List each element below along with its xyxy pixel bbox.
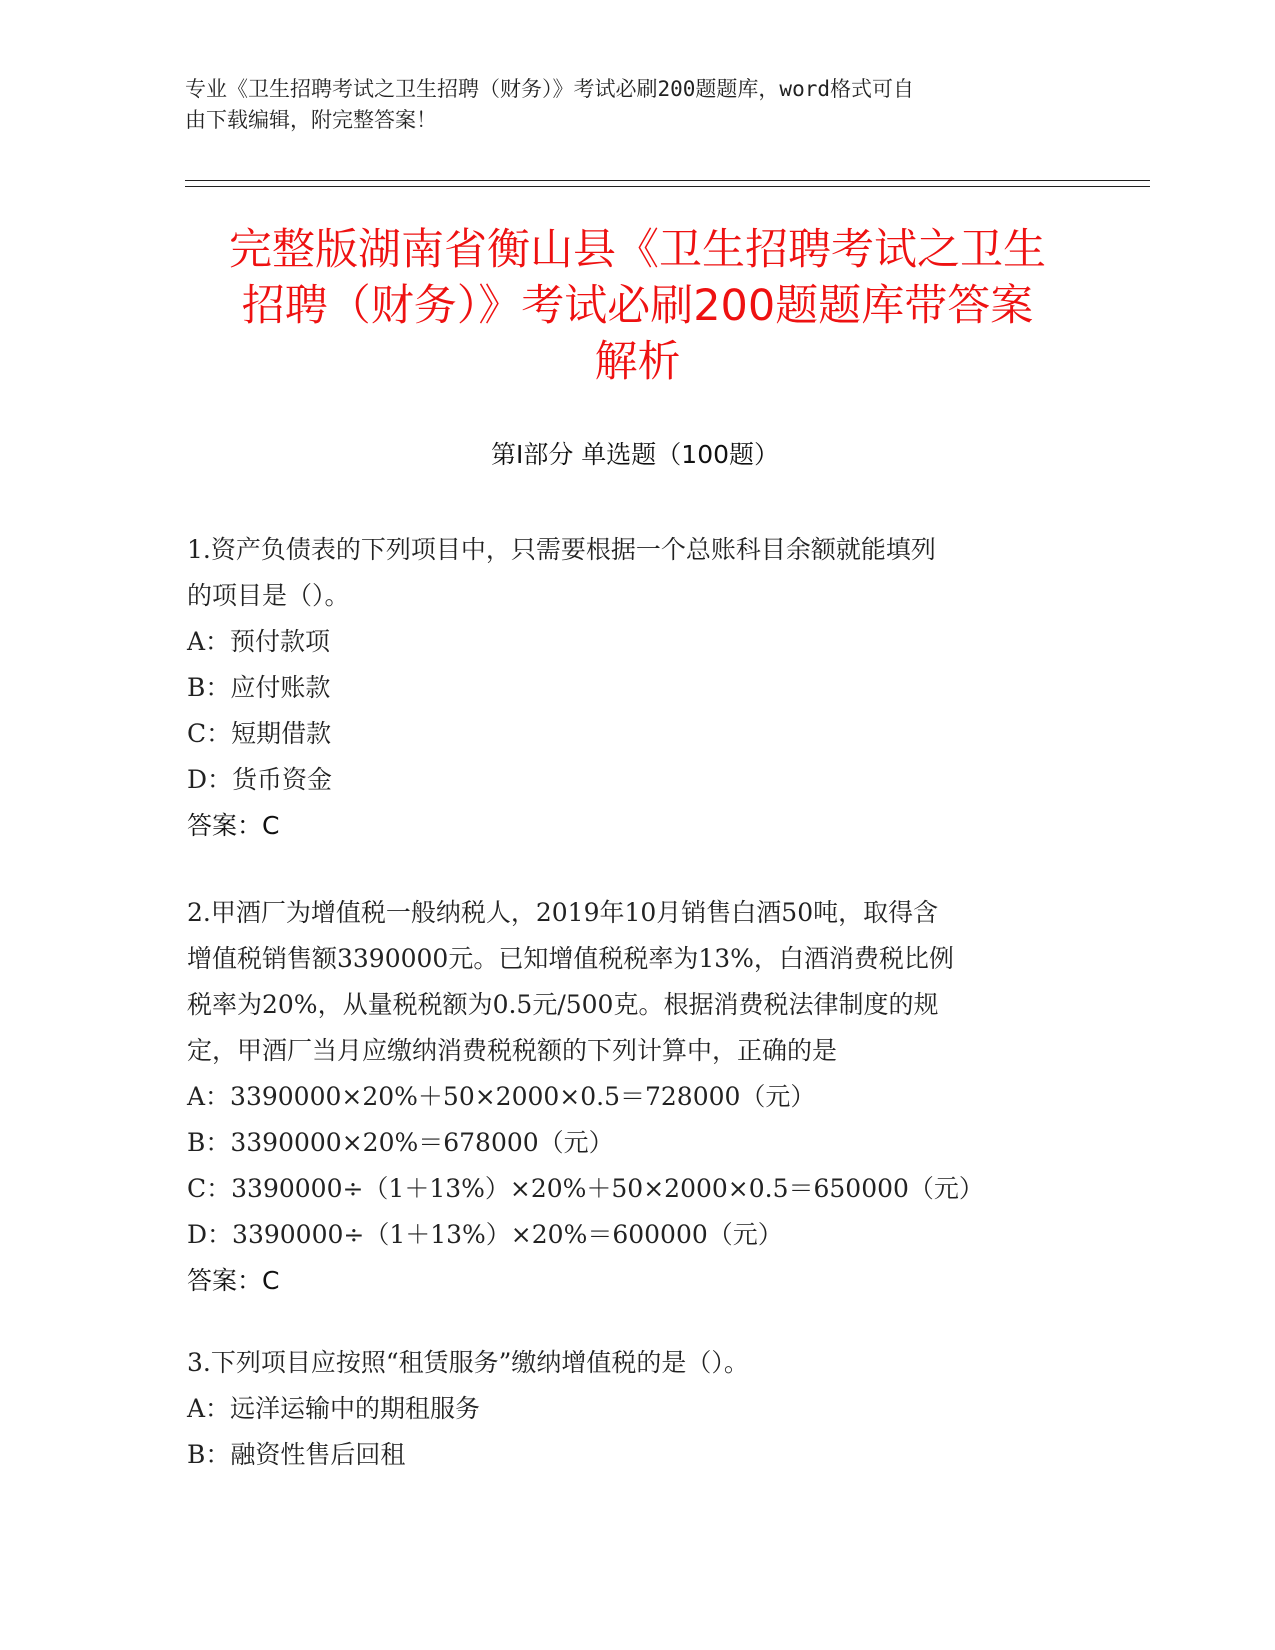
option-a: A：3390000×20%＋50×2000×0.5＝728000（元） bbox=[187, 1082, 816, 1111]
option-c: C：短期借款 bbox=[187, 719, 332, 748]
answer: 答案：C bbox=[187, 1266, 280, 1295]
section-title: 第Ⅰ部分 单选题（100题） bbox=[490, 440, 780, 469]
question-stem-line: 的项目是（）。 bbox=[187, 581, 350, 610]
document-title bbox=[190, 222, 1085, 390]
option-d: D：货币资金 bbox=[187, 765, 333, 794]
header-divider-top bbox=[185, 180, 1150, 181]
question-stem-line: 增值税销售额3390000元。已知增值税税率为13%，白酒消费税比例 bbox=[187, 944, 954, 973]
option-a: A：预付款项 bbox=[187, 627, 331, 656]
answer: 答案：C bbox=[187, 811, 280, 840]
header-note-line-1: 专业《卫生招聘考试之卫生招聘（财务）》考试必刷200题题库，word格式可自 bbox=[185, 77, 914, 101]
question-2 bbox=[187, 890, 1087, 1304]
question-3 bbox=[187, 1340, 1087, 1478]
question-1 bbox=[187, 527, 1087, 849]
question-stem-line: 税率为20%，从量税税额为0.5元/500克。根据消费税法律制度的规 bbox=[187, 990, 939, 1019]
header-divider-bottom bbox=[185, 186, 1150, 187]
option-d: D：3390000÷（1＋13%）×20%＝600000（元） bbox=[187, 1220, 783, 1249]
document-header-note bbox=[185, 74, 1065, 136]
option-b: B：融资性售后回租 bbox=[187, 1440, 406, 1469]
title-line-3: 解析 bbox=[594, 337, 681, 387]
title-line-2: 招聘（财务）》考试必刷200题题库带答案 bbox=[241, 281, 1034, 331]
option-a: A：远洋运输中的期租服务 bbox=[187, 1394, 481, 1423]
header-note-line-2: 由下载编辑，附完整答案！ bbox=[185, 108, 437, 132]
question-stem-line: 3.下列项目应按照“租赁服务”缴纳增值税的是（）。 bbox=[187, 1348, 749, 1377]
question-stem-line: 2.甲酒厂为增值税一般纳税人，2019年10月销售白酒50吨，取得含 bbox=[187, 898, 939, 927]
question-stem-line: 1.资产负债表的下列项目中，只需要根据一个总账科目余额就能填列 bbox=[187, 535, 936, 564]
title-line-1: 完整版湖南省衡山县《卫生招聘考试之卫生 bbox=[229, 225, 1046, 275]
option-c: C：3390000÷（1＋13%）×20%＋50×2000×0.5＝650000（元） bbox=[187, 1174, 984, 1203]
option-b: B：3390000×20%＝678000（元） bbox=[187, 1128, 614, 1157]
option-b: B：应付账款 bbox=[187, 673, 331, 702]
question-stem-line: 定，甲酒厂当月应缴纳消费税税额的下列计算中，正确的是 bbox=[187, 1036, 838, 1065]
